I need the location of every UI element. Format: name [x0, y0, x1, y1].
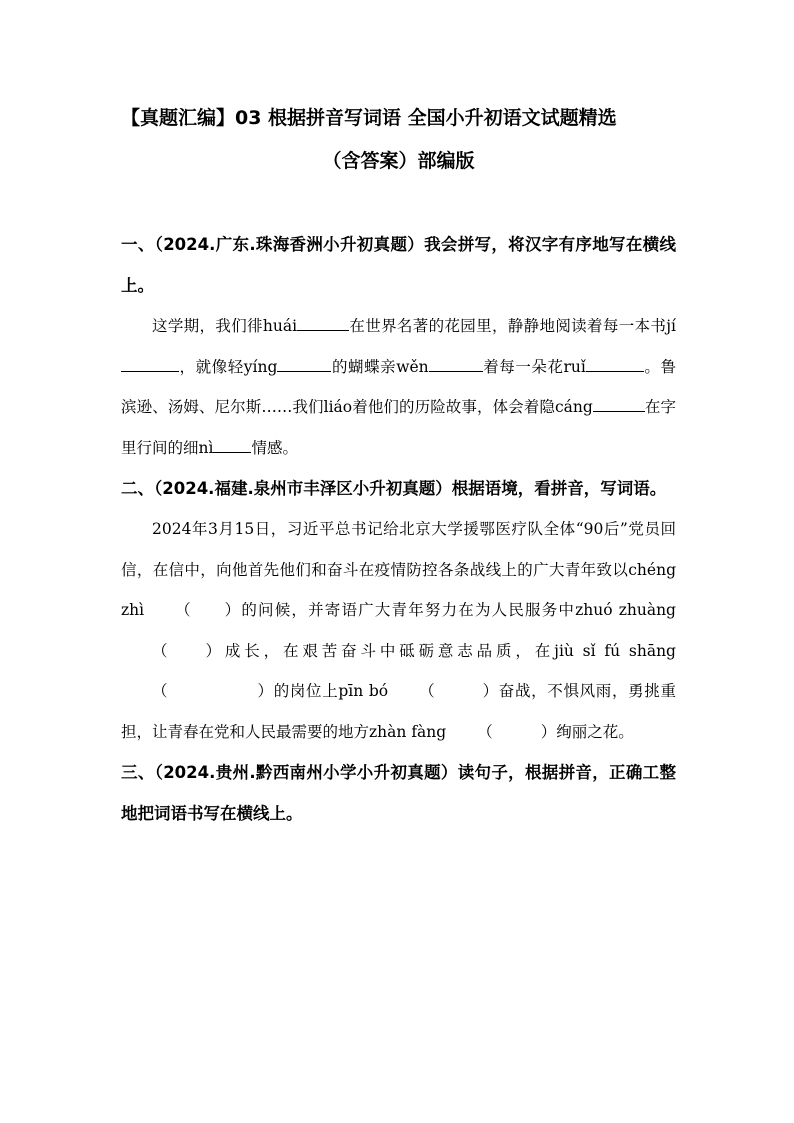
- text-segment: 这学期，我们徘: [152, 317, 263, 335]
- pinyin: nì: [198, 438, 214, 457]
- answer-blank[interactable]: [297, 313, 349, 331]
- section2-heading: 二、（2024.福建.泉州市丰泽区小升初真题）根据语境，看拼音，写词语。: [121, 479, 667, 498]
- text-segment: 2024年3月15日，习近平总书记给北京大学援鄂医疗队全体“90后”党员回信，在信中，向他首先他们和奋斗在疫情防控各条战线上的广大青年致以: [121, 520, 676, 579]
- pinyin: zhàn fàng: [369, 722, 447, 741]
- answer-blank[interactable]: [277, 353, 331, 371]
- answer-parentheses[interactable]: （ ）: [477, 722, 557, 741]
- text-segment: 的问候，并寄语广大青年努力在为人民服务中: [240, 601, 576, 619]
- pinyin: liáo: [323, 398, 353, 416]
- answer-parentheses[interactable]: （ ）: [152, 682, 274, 700]
- text-segment: 着每一朵花: [482, 357, 564, 376]
- document-title: 【真题汇编】03 根据拼音写词语 全国小升初语文试题精选: [121, 107, 617, 129]
- section1-paragraph: [121, 306, 676, 468]
- pinyin: cáng: [554, 398, 593, 416]
- text-segment: 的岗位上: [273, 682, 339, 700]
- pinyin: ruǐ: [563, 357, 586, 376]
- document-subtitle: （含答案）部编版: [322, 150, 475, 172]
- section1-heading: 一、（2024.广东.珠海香洲小升初真题）我会拼写，将汉字有序地写在横线上。: [121, 235, 676, 295]
- section3-heading: 三、（2024.贵州.黔西南州小学小升初真题）读句子，根据拼音，正确工整地把词语书写在横线上。: [121, 763, 676, 823]
- text-segment: 情感。: [251, 438, 298, 457]
- text-segment: 在字里行间的细: [121, 398, 676, 457]
- answer-blank[interactable]: [213, 434, 251, 452]
- text-segment: 。鲁滨逊、汤姆、尼尔斯……我们: [121, 357, 676, 416]
- pinyin: zhuó zhuàng: [575, 601, 676, 619]
- spacer: [121, 182, 676, 224]
- text-segment: 成长，在艰苦奋斗中砥砺意志品质，在: [221, 641, 555, 660]
- text-segment: 的蝴蝶亲: [331, 357, 397, 376]
- text-segment: 着他们的历险故事，体会着隐: [352, 398, 555, 416]
- pinyin: jí: [666, 317, 676, 335]
- answer-blank[interactable]: [586, 353, 644, 371]
- pinyin: jiù sǐ fú shāng: [554, 641, 676, 660]
- pinyin: chéng zhì: [121, 560, 676, 619]
- answer-parentheses[interactable]: （ ）: [419, 682, 499, 700]
- text-segment: ，就像轻: [179, 357, 244, 376]
- pinyin: yíng: [243, 357, 278, 376]
- text-segment: 奋战，不惧风雨，勇挑重担，让青春在党和人民最需要的地方: [121, 682, 676, 741]
- answer-blank[interactable]: [429, 353, 483, 371]
- answer-blank[interactable]: [593, 394, 645, 412]
- pinyin: pīn bó: [338, 682, 389, 700]
- text-segment: 绚丽之花。: [556, 722, 634, 741]
- answer-parentheses[interactable]: （ ）: [175, 601, 241, 619]
- section2-paragraph: [121, 509, 676, 752]
- pinyin: wěn: [396, 357, 429, 376]
- pinyin: huái: [262, 317, 298, 335]
- document-page: [121, 98, 676, 834]
- answer-blank[interactable]: [121, 353, 179, 371]
- answer-parentheses[interactable]: （ ）: [152, 641, 222, 660]
- text-segment: 在世界名著的花园里，静静地阅读着每一本书: [349, 317, 667, 335]
